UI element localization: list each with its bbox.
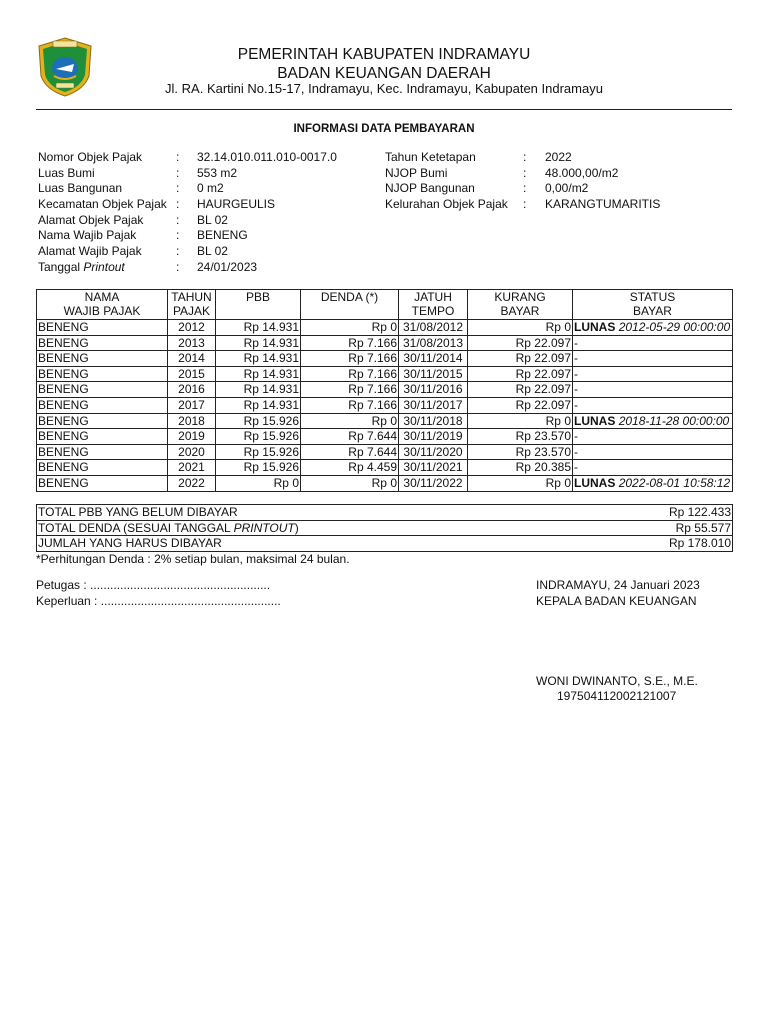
status-label: - (574, 429, 578, 444)
cell-denda: Rp 0 (301, 475, 399, 491)
cell-pbb: Rp 14.931 (216, 351, 301, 367)
cell-nama: BENENG (37, 460, 168, 476)
cell-nama: BENENG (37, 444, 168, 460)
info-label: Kecamatan Objek Pajak (38, 197, 167, 212)
table-row (37, 429, 733, 445)
cell-jatuh-tempo: 30/11/2019 (399, 429, 468, 445)
status-label: - (574, 460, 578, 475)
info-label: Nomor Objek Pajak (38, 150, 143, 164)
cell-kurang-bayar: Rp 0 (468, 475, 573, 491)
table-row (37, 366, 733, 382)
header-text: TAHUN (171, 290, 212, 304)
cell-jatuh-tempo: 30/11/2014 (399, 351, 468, 367)
header-text: NAMA (84, 290, 120, 304)
cell-tahun: 2021 (168, 460, 216, 476)
cell-kurang-bayar: Rp 0 (468, 320, 573, 336)
total-denda-italic: PRINTOUT (233, 520, 295, 535)
status-label: - (574, 397, 578, 412)
header-text: TEMPO (411, 304, 455, 318)
cell-status (573, 460, 733, 476)
colon: : (523, 197, 527, 212)
info-label: Alamat Wajib Pajak (38, 244, 142, 259)
cell-nama: BENENG (37, 351, 168, 367)
total-denda-text: TOTAL DENDA (SESUAI TANGGAL (38, 520, 234, 535)
cell-pbb: Rp 15.926 (216, 429, 301, 445)
colon: : (176, 244, 180, 259)
cell-denda: Rp 0 (301, 413, 399, 429)
cell-nama: BENENG (37, 335, 168, 351)
info-right-values (545, 150, 660, 213)
info-label-text: Tanggal (38, 259, 81, 274)
cell-jatuh-tempo: 30/11/2015 (399, 366, 468, 382)
cell-tahun: 2012 (168, 320, 216, 336)
status-label: - (574, 382, 578, 397)
cell-pbb: Rp 0 (216, 475, 301, 491)
info-value-tahun-ketetapan: 2022 (545, 150, 572, 164)
status-label: - (574, 444, 578, 459)
place-date: INDRAMAYU, 24 Januari 2023 (536, 578, 700, 592)
payment-table (36, 289, 733, 492)
info-left-values (197, 150, 337, 276)
info-value-nop: 32.14.010.011.010-0017.0 (197, 150, 337, 164)
cell-denda: Rp 7.644 (301, 429, 399, 445)
cell-jatuh-tempo: 30/11/2020 (399, 444, 468, 460)
header-text: BAYAR (633, 304, 672, 318)
info-value-tanggal: 24/01/2023 (197, 259, 258, 274)
signer-name: WONI DWINANTO, S.E., M.E. (536, 674, 698, 688)
cell-status (573, 320, 733, 336)
cell-tahun: 2020 (168, 444, 216, 460)
status-date: 2018-11-28 00:00:00 (618, 413, 730, 428)
info-label-italic: Printout (83, 259, 125, 274)
total-row-denda (37, 520, 733, 536)
table-row (37, 444, 733, 460)
colon: : (176, 165, 180, 180)
col-header-nama (37, 290, 168, 320)
cell-jatuh-tempo: 31/08/2013 (399, 335, 468, 351)
cell-status (573, 475, 733, 491)
cell-pbb: Rp 14.931 (216, 366, 301, 382)
status-label: LUNAS (574, 413, 616, 428)
table-row (37, 382, 733, 398)
cell-kurang-bayar: Rp 20.385 (468, 460, 573, 476)
cell-jatuh-tempo: 30/11/2017 (399, 397, 468, 413)
info-value-kecamatan: HAURGEULIS (197, 197, 276, 212)
cell-status (573, 351, 733, 367)
col-header-pbb: PBB (216, 290, 301, 320)
petugas-line: Petugas : ...................................................... (36, 578, 271, 592)
cell-denda: Rp 7.166 (301, 335, 399, 351)
col-header-denda: DENDA (*) (301, 290, 399, 320)
cell-pbb: Rp 14.931 (216, 335, 301, 351)
cell-jatuh-tempo: 30/11/2016 (399, 382, 468, 398)
status-label: LUNAS (574, 320, 616, 334)
total-jumlah-value: Rp 178.010 (597, 536, 733, 552)
cell-tahun: 2016 (168, 382, 216, 398)
colon: : (176, 150, 180, 164)
cell-status (573, 413, 733, 429)
table-row (37, 475, 733, 491)
table-row (37, 351, 733, 367)
cell-denda: Rp 7.166 (301, 397, 399, 413)
header-divider (36, 109, 732, 110)
info-value-alamat-wp: BL 02 (197, 244, 228, 259)
cell-kurang-bayar: Rp 22.097 (468, 366, 573, 382)
header-text: BAYAR (500, 304, 540, 318)
colon: : (523, 181, 527, 196)
cell-tahun: 2017 (168, 397, 216, 413)
table-row (37, 460, 733, 476)
status-label: LUNAS (574, 475, 616, 490)
total-jumlah-label: JUMLAH YANG HARUS DIBAYAR (37, 536, 597, 552)
info-value-luas-bangunan: 0 m2 (197, 181, 224, 196)
cell-nama: BENENG (37, 397, 168, 413)
colon: : (176, 228, 180, 243)
cell-status (573, 429, 733, 445)
table-row (37, 320, 733, 336)
info-value-luas-bumi: 553 m2 (197, 165, 238, 180)
signer-position: KEPALA BADAN KEUANGAN (536, 594, 697, 608)
cell-nama: BENENG (37, 413, 168, 429)
cell-tahun: 2015 (168, 366, 216, 382)
cell-tahun: 2022 (168, 475, 216, 491)
signer-nip: 197504112002121007 (557, 689, 677, 703)
status-date: 2012-05-29 00:00:00 (618, 320, 731, 334)
colon: : (523, 165, 527, 180)
status-label: - (574, 351, 578, 366)
header-government-name: PEMERINTAH KABUPATEN INDRAMAYU (237, 46, 531, 63)
table-header-row (37, 290, 733, 320)
status-date: 2022-08-01 10:58:12 (618, 475, 731, 490)
info-value-nama-wp: BENENG (197, 228, 248, 243)
keperluan-line: Keperluan : ...................................................... (36, 594, 281, 608)
header-agency-name: BADAN KEUANGAN DAERAH (277, 65, 491, 82)
header-text: WAJIB PAJAK (63, 304, 141, 318)
cell-denda: Rp 0 (301, 320, 399, 336)
cell-denda: Rp 7.166 (301, 382, 399, 398)
info-value-njop-bangunan: 0,00/m2 (545, 181, 589, 196)
cell-status (573, 335, 733, 351)
cell-jatuh-tempo: 31/08/2012 (399, 320, 468, 336)
info-value-njop-bumi: 48.000,00/m2 (545, 165, 619, 180)
cell-status (573, 366, 733, 382)
table-row (37, 335, 733, 351)
colon: : (176, 212, 180, 227)
cell-pbb: Rp 14.931 (216, 382, 301, 398)
info-label: Luas Bangunan (38, 181, 123, 196)
cell-kurang-bayar: Rp 23.570 (468, 429, 573, 445)
total-pbb-label: TOTAL PBB YANG BELUM DIBAYAR (37, 505, 597, 521)
col-header-status (573, 290, 733, 320)
col-header-tahun (168, 290, 216, 320)
cell-status (573, 444, 733, 460)
indramayu-regency-emblem (36, 36, 94, 98)
cell-status (573, 397, 733, 413)
status-label: - (574, 335, 578, 350)
info-left-colons (176, 150, 179, 276)
header-text: JATUH (414, 290, 452, 304)
info-label: NJOP Bumi (385, 165, 448, 180)
cell-status (573, 382, 733, 398)
total-denda-value: Rp 55.577 (597, 520, 733, 536)
header-text: PAJAK (172, 304, 211, 318)
colon: : (176, 197, 180, 212)
cell-kurang-bayar: Rp 22.097 (468, 351, 573, 367)
total-pbb-value: Rp 122.433 (597, 505, 733, 521)
cell-pbb: Rp 15.926 (216, 444, 301, 460)
info-label: Luas Bumi (38, 165, 95, 180)
cell-tahun: 2018 (168, 413, 216, 429)
info-label: NJOP Bangunan (385, 181, 475, 196)
total-denda-close: ) (294, 520, 299, 535)
table-row (37, 413, 733, 429)
cell-jatuh-tempo: 30/11/2018 (399, 413, 468, 429)
header-text: STATUS (629, 290, 676, 304)
cell-tahun: 2014 (168, 351, 216, 367)
col-header-kurang-bayar (468, 290, 573, 320)
cell-tahun: 2019 (168, 429, 216, 445)
cell-kurang-bayar: Rp 22.097 (468, 335, 573, 351)
cell-nama: BENENG (37, 429, 168, 445)
cell-denda: Rp 4.459 (301, 460, 399, 476)
info-label-printout (38, 260, 167, 276)
header-text: KURANG (494, 290, 546, 304)
info-left-labels (38, 150, 167, 276)
status-label: - (574, 366, 578, 381)
totals-table (36, 504, 733, 552)
cell-nama: BENENG (37, 382, 168, 398)
cell-jatuh-tempo: 30/11/2022 (399, 475, 468, 491)
cell-pbb: Rp 14.931 (216, 320, 301, 336)
colon: : (176, 259, 180, 274)
cell-jatuh-tempo: 30/11/2021 (399, 460, 468, 476)
info-label: Kelurahan Objek Pajak (385, 197, 508, 212)
total-row-jumlah (37, 536, 733, 552)
cell-pbb: Rp 14.931 (216, 397, 301, 413)
cell-pbb: Rp 15.926 (216, 413, 301, 429)
cell-kurang-bayar: Rp 0 (468, 413, 573, 429)
penalty-note: *Perhitungan Denda : 2% setiap bulan, maksimal 24 bulan. (36, 552, 350, 566)
cell-nama: BENENG (37, 475, 168, 491)
cell-pbb: Rp 15.926 (216, 460, 301, 476)
colon: : (523, 150, 527, 164)
cell-denda: Rp 7.166 (301, 366, 399, 382)
cell-nama: BENENG (37, 366, 168, 382)
table-row (37, 397, 733, 413)
total-denda-label (37, 520, 597, 536)
info-label: Tahun Ketetapan (385, 150, 476, 164)
header-address: Jl. RA. Kartini No.15-17, Indramayu, Kec. Indramayu, Kabupaten Indramayu (165, 81, 603, 96)
col-header-jatuh-tempo (399, 290, 468, 320)
info-right-colons (523, 150, 526, 213)
cell-kurang-bayar: Rp 22.097 (468, 382, 573, 398)
info-label: Alamat Objek Pajak (38, 212, 144, 227)
cell-tahun: 2013 (168, 335, 216, 351)
info-right-labels (385, 150, 508, 213)
colon: : (176, 181, 180, 196)
info-value-kelurahan: KARANGTUMARITIS (545, 197, 661, 212)
info-value-alamat-objek: BL 02 (197, 212, 228, 227)
cell-nama: BENENG (37, 320, 168, 336)
document-title: INFORMASI DATA PEMBAYARAN (293, 123, 475, 135)
total-row-pbb (37, 505, 733, 521)
cell-kurang-bayar: Rp 23.570 (468, 444, 573, 460)
cell-denda: Rp 7.166 (301, 351, 399, 367)
cell-kurang-bayar: Rp 22.097 (468, 397, 573, 413)
cell-denda: Rp 7.644 (301, 444, 399, 460)
info-label: Nama Wajib Pajak (38, 228, 137, 243)
